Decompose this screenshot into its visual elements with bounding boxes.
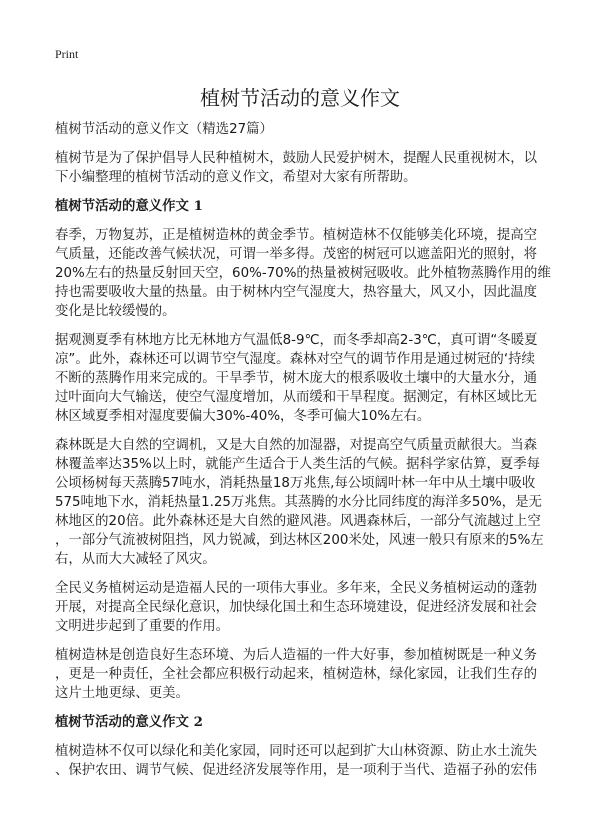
paragraph-line: 右，从而大大减轻了风灾。 xyxy=(55,552,216,567)
paragraph-line: ，一部分气流被树阻挡，风力锐减，到达林区200米处，风速一般只有原来的5%左 xyxy=(55,533,544,548)
paragraph xyxy=(55,226,555,321)
paragraph-line: 全民义务植树运动是造福人民的一项伟大事业。多年来，全民义务植树运动的蓬勃 xyxy=(55,581,538,596)
paragraph xyxy=(55,742,555,780)
paragraph-line: 春季，万物复苏，正是植树造林的黄金季节。植树造林不仅能够美化环境，提高空 xyxy=(55,228,538,243)
paragraph-line: 持也需要吸收大量的热量。由于树林内空气湿度大，热容量大，风又小，因此温度 xyxy=(55,285,538,300)
paragraph xyxy=(55,149,555,187)
article-body xyxy=(55,120,555,790)
paragraph-line: 过叶面向大气输送，使空气湿度增加，从而缓和干旱程度。据测定，有林区域比无 xyxy=(55,390,538,405)
paragraph xyxy=(55,436,555,569)
paragraph-line: 林覆盖率达35%以上时，就能产生适合于人类生活的气候。据科学家估算，夏季每 xyxy=(55,457,541,472)
paragraph-line: 植树节是为了保护倡导人民种植树木，鼓励人民爱护树木，提醒人民重视树木，以 xyxy=(55,151,538,166)
print-link[interactable]: Print xyxy=(55,47,79,61)
paragraph-line: 林区域夏季相对湿度要偏大30%-40%，冬季可偏大10%左右。 xyxy=(55,409,431,424)
paragraph-line: 据观测夏季有林地方比无林地方气温低8-9℃，而冬季却高2-3℃，真可谓“冬暖夏 xyxy=(55,333,538,348)
paragraph-line: 不断的蒸腾作用来完成的。干旱季节，树木庞大的根系吸收土壤中的大量水分，通 xyxy=(55,371,538,386)
paragraph-line: 开展，对提高全民绿化意识，加快绿化国土和生态环境建设，促进经济发展和社会 xyxy=(55,600,538,615)
paragraph-line: 这片土地更绿、更美。 xyxy=(55,686,189,701)
paragraph-line: 、保护农田、调节气候、促进经济发展等作用，是一项利于当代、造福子孙的宏伟 xyxy=(55,763,538,778)
paragraph-line: 植树造林不仅可以绿化和美化家园，同时还可以起到扩大山林资源、防止水土流失 xyxy=(55,744,538,759)
paragraph xyxy=(55,579,555,636)
paragraph-line: 公顷杨树每天蒸腾57吨水，消耗热量18万兆焦,每公顷阔叶林一年中从土壤中吸收 xyxy=(55,476,536,491)
paragraph-line: 气质量，还能改善气候状况，可谓一举多得。茂密的树冠可以遮盖阳光的照射，将 xyxy=(55,247,538,262)
paragraph xyxy=(55,646,555,703)
paragraph-line: 森林既是大自然的空调机，又是大自然的加湿器，对提高空气质量贡献很大。当森 xyxy=(55,438,538,453)
paragraph-line: 575吨地下水，消耗热量1.25万兆焦。其蒸腾的水分比同纬度的海洋多50%，是无 xyxy=(55,495,542,510)
paragraph-line: 变化是比较缓慢的。 xyxy=(55,304,176,319)
section-heading: 植树节活动的意义作文 1 xyxy=(55,198,203,214)
paragraph xyxy=(55,331,555,426)
paragraph-line: 植树造林是创造良好生态环境、为后人造福的一件大好事，参加植树既是一种义务 xyxy=(55,648,538,663)
paragraph-line: 20%左右的热量反射回天空，60%-70%的热量被树冠吸收。此外植物蒸腾作用的维 xyxy=(55,266,551,281)
paragraph-line: 下小编整理的植树节活动的意义作文，希望对大家有所帮助。 xyxy=(55,170,417,185)
page-title: 植树节活动的意义作文 xyxy=(200,86,400,110)
paragraph-line: 文明进步起到了重要的作用。 xyxy=(55,619,230,634)
paragraph-line: 凉”。此外，森林还可以调节空气湿度。森林对空气的调节作用是通过树冠的‘持续 xyxy=(55,352,535,367)
article-subtitle: 植树节活动的意义作文（精选27篇） xyxy=(55,122,273,137)
paragraph-line: ，更是一种责任，全社会都应积极行动起来，植树造林，绿化家园，让我们生存的 xyxy=(55,667,538,682)
section-heading: 植树节活动的意义作文 2 xyxy=(55,714,203,730)
paragraph-line: 林地区的20倍。此外森林还是大自然的避风港。风遇森林后，一部分气流越过上空 xyxy=(55,514,541,529)
